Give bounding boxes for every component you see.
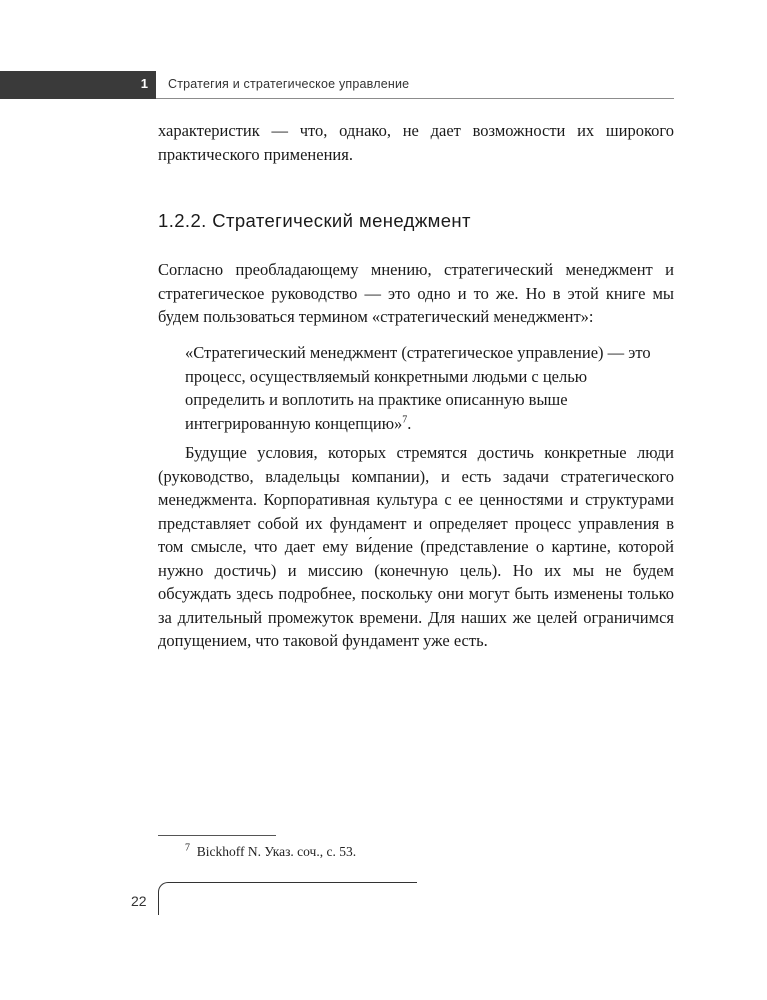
paragraph-intro: Согласно преобладающему мнению, стратегический менеджмент и стратегическое руководство — это одно и то же. Но в этой книге мы будем пользоваться термином «стратегический менеджмент»: bbox=[158, 260, 674, 326]
section-heading: 1.2.2. Стратегический менеджмент bbox=[158, 210, 471, 231]
chapter-number: 1 bbox=[140, 76, 148, 91]
footnote-rule bbox=[158, 835, 276, 836]
footnote-number: 7 bbox=[185, 842, 190, 854]
chapter-band bbox=[0, 71, 156, 99]
paragraph-body: Будущие условия, которых стремятся достичь конкретные люди (руководство, владельцы компании), и есть задачи стратегического менеджмента. Корпоративная культура с ее ценностями и структурами представляет собой их фундамент и определяет процесс управления в том смысле, что дает ему ви́дение (представление о картине, которой нужно достичь) и миссию (конечную цель). Но их мы не будем обсуждать здесь подробнее, поскольку они могут быть изменены только за длительный промежуток времени. Для наших же целей ограничимся допущением, что таковой фундамент уже есть. bbox=[158, 443, 674, 650]
quote-end: . bbox=[407, 413, 412, 433]
paragraph-continuation: характеристик — что, однако, не дает возможности их широкого практического применения. bbox=[158, 121, 674, 164]
running-header-title: Стратегия и стратегическое управление bbox=[168, 77, 410, 91]
footer-frame bbox=[158, 882, 417, 915]
definition-quote bbox=[185, 341, 663, 435]
footnote-text: Bickhoff N. Указ. соч., с. 53. bbox=[196, 844, 357, 859]
header-rule bbox=[156, 98, 674, 99]
footnote-ref[interactable]: 7 bbox=[402, 414, 408, 425]
footnote bbox=[185, 844, 356, 860]
quote-text: «Стратегический менеджмент (стратегическое управление) — это процесс, осуществляемый конкретными людьми с целью определить и воплотить на практике описанную выше интегрированную концепцию» bbox=[185, 343, 651, 433]
page-number: 22 bbox=[131, 893, 147, 909]
